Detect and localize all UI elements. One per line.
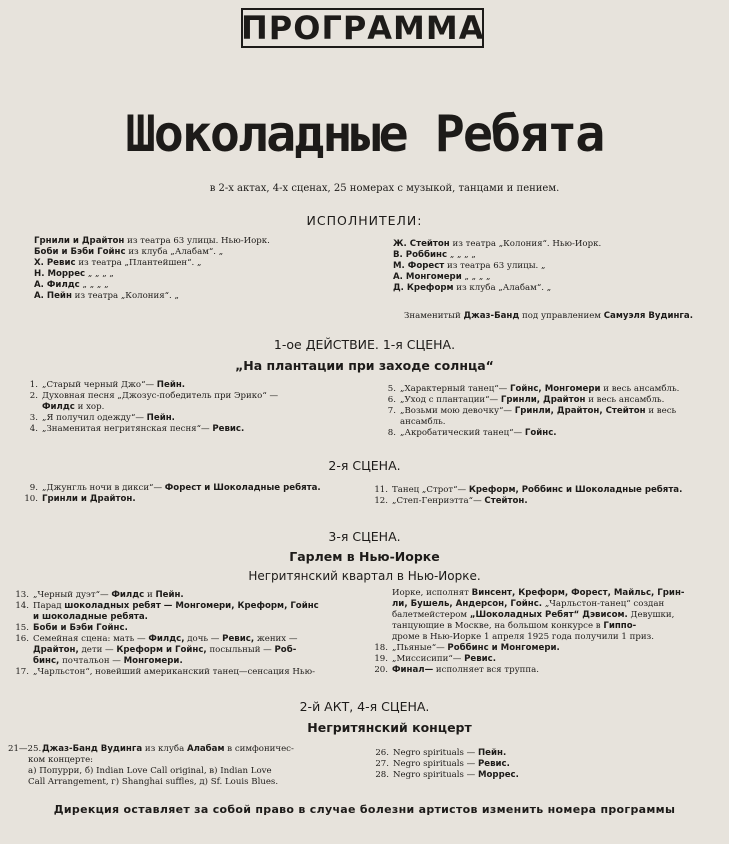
item-text [33, 656, 183, 667]
performer-row [393, 250, 601, 261]
item-text [33, 634, 297, 645]
item-number: 21—25. [8, 744, 42, 754]
item-description: „Характерный танец“— [400, 384, 508, 394]
item-text [28, 755, 93, 766]
show-subtitle: в 2-х актах, 4-х сценах, 25 номерах с музыкой, танцами и пением. [209, 183, 560, 194]
band-credit-text-2: под управлением [522, 311, 601, 321]
item-performer: и шоколадные ребята. [33, 612, 148, 622]
program-item [13, 590, 319, 601]
performer-name: Ж. Стейтон [393, 239, 450, 249]
program-item [22, 413, 278, 424]
item-performer: Гринли, Драйтон, Стейтон [514, 406, 646, 416]
item-number: 15. [15, 623, 29, 633]
item-performer: бинс, [33, 656, 60, 666]
item-text [33, 590, 184, 601]
program-item [13, 656, 319, 667]
item-number: 27. [375, 759, 389, 769]
item-number [13, 612, 29, 623]
program-item [380, 428, 679, 439]
item-text [393, 748, 506, 759]
item-text [28, 766, 272, 777]
performer-origin: из театра „Плантейшен“. „ [78, 258, 202, 268]
item-description: „Чарльстон-танец“ создан [544, 599, 665, 609]
item-description: ком концерте: [28, 755, 94, 765]
program-item [380, 417, 679, 428]
scene3-subtitle: Негритянский квартал в Нью-Иорке. [248, 569, 481, 583]
performer-row [34, 258, 270, 269]
item-performer: Ревис. [477, 759, 510, 769]
item-description: танцующие в Москве, на большом конкурсе в [392, 621, 601, 631]
item-performer: Пейн. [156, 380, 186, 390]
item-performer: Ревис. [212, 424, 245, 434]
item-performer: Филдс [42, 402, 75, 412]
program-item [13, 634, 319, 645]
band-credit-text: Знаменитый [404, 311, 461, 321]
program-item [380, 395, 679, 406]
performer-origin: из театра 63 улицы. Нью-Иорк. [127, 236, 270, 246]
scene2-right-list [372, 485, 682, 507]
program-item [22, 380, 278, 391]
item-text [42, 380, 185, 391]
program-item [13, 601, 319, 612]
item-text [393, 770, 519, 781]
item-performer: Драйтон, [33, 645, 79, 655]
program-item [373, 770, 519, 781]
program-item [22, 402, 278, 413]
performer-row [34, 236, 270, 247]
footer-note: Дирекция оставляет за собой право в случае болезни артистов изменить номера программы [53, 803, 676, 816]
item-performer: Винсент, Креформ, Форест, Майльс, Грин- [471, 588, 685, 598]
program-item [8, 777, 294, 788]
item-performer: Гринли и Драйтон. [42, 494, 136, 504]
item-text [28, 777, 278, 788]
item-description: „Чарльстон“, новейший американский танец—сенсация Нью- [33, 667, 315, 677]
item-description: из клуба [144, 744, 185, 754]
item-number [380, 417, 396, 428]
program-item [22, 391, 278, 402]
act2-left-list [8, 744, 294, 788]
performer-row [34, 269, 270, 280]
program-item [8, 755, 294, 766]
item-text [42, 483, 321, 494]
item-number: 5. [387, 384, 396, 394]
performer-origin: „ „ „ „ [87, 269, 114, 279]
item-description: исполняет вся труппа. [435, 665, 539, 675]
item-description: и хор. [77, 402, 105, 412]
item-number: 7. [387, 406, 396, 416]
item-number: 6. [387, 395, 396, 405]
item-number [8, 777, 24, 788]
item-description: „Черный дуэт“— [33, 590, 109, 600]
item-description: посыльный — [209, 645, 272, 655]
item-number: 14. [15, 601, 29, 611]
performer-row [34, 291, 270, 302]
item-number [13, 645, 29, 656]
item-number: 28. [375, 770, 389, 780]
item-text [393, 759, 510, 770]
performer-origin: „ „ „ „ [449, 250, 476, 260]
item-description: и весь ансамбль. [588, 395, 665, 405]
band-name: Джаз-Банд [463, 311, 520, 321]
scene3-left-list [13, 590, 319, 678]
performer-name: Грнили и Драйтон [34, 236, 125, 246]
item-description: Танец „Строт“— [392, 485, 467, 495]
program-item [22, 424, 278, 435]
performer-name: Х. Ревис [34, 258, 76, 268]
item-description: дроме [392, 632, 420, 642]
item-description: жених — [256, 634, 298, 644]
item-performer: Моррес. [477, 770, 519, 780]
program-item [372, 665, 684, 676]
item-number [8, 755, 24, 766]
item-text [33, 623, 128, 634]
item-text [42, 402, 104, 413]
program-item [22, 483, 321, 494]
item-performer: Роб- [274, 645, 297, 655]
item-description: „Джунгль ночи в дикси“— [42, 483, 163, 493]
item-text [400, 395, 664, 406]
act2-heading: 2-й АКТ, 4-я СЦЕНА. [299, 699, 430, 714]
item-description: балетмейстером [392, 610, 468, 620]
scene2-heading: 2-я СЦЕНА. [328, 458, 401, 473]
item-description: а) Попурри, б) Indian Love Call original, в) Indian Love [28, 766, 272, 776]
item-text [392, 599, 664, 610]
performer-name: Н. Моррес [34, 269, 86, 279]
item-text [392, 588, 684, 599]
item-description: „Уход с плантации“— [400, 395, 499, 405]
item-description: ансамбль. [400, 417, 446, 427]
item-description: „Акробатический танец“— [400, 428, 523, 438]
band-leader: Самуэля Вудинга. [603, 311, 693, 321]
performer-row [393, 272, 601, 283]
item-description: Negro spirituals — [393, 770, 476, 780]
item-number [372, 599, 388, 610]
item-description: Negro spirituals — [393, 748, 476, 758]
item-description: и весь ансамбль. [603, 384, 680, 394]
item-performer: Джаз-Банд Вудинга [42, 744, 143, 754]
item-performer: Пейн. [146, 413, 175, 423]
item-text [392, 665, 539, 676]
item-performer: шоколадных ребят — Монгомери, Креформ, Гойнс [64, 601, 319, 611]
item-performer: Боби и Бэби Гойнс. [33, 623, 128, 633]
program-item [372, 610, 684, 621]
item-number: 19. [374, 654, 388, 664]
item-text [392, 654, 496, 665]
item-description: Call Arrangement, г) Shanghai suffles, д) Sf. Louis Blues. [28, 777, 279, 787]
performer-name: М. Форест [393, 261, 445, 271]
program-item [372, 632, 684, 643]
item-description: Девушки, [630, 610, 675, 620]
item-description: „Миссисипи“— [392, 654, 462, 664]
program-item [13, 645, 319, 656]
program-item [372, 496, 682, 507]
item-performer: Пейн. [477, 748, 507, 758]
item-text [392, 610, 674, 621]
item-text [33, 612, 148, 623]
program-item [373, 748, 519, 759]
performers-right-list [393, 239, 601, 294]
item-description: в Нью-Иорке 1 апреля 1925 года получили 1 приз. [422, 632, 654, 642]
item-text [392, 496, 528, 507]
item-performer: Стейтон. [484, 496, 528, 506]
item-performer: Роббинс и Монгомери. [447, 643, 560, 653]
performers-heading: ИСПОЛНИТЕЛИ: [306, 213, 423, 228]
item-description: Negro spirituals — [393, 759, 476, 769]
item-description: Духовная песня „Джозус-победитель при Эрико“ — [42, 391, 279, 401]
item-number: 2. [29, 391, 38, 401]
item-performer: Ревис, [222, 634, 255, 644]
scene2-left-list [22, 483, 321, 505]
performer-origin: из театра „Колония“. „ [74, 291, 179, 301]
program-item [13, 623, 319, 634]
item-description: „Возьми мою девочку“— [400, 406, 513, 416]
performer-row [34, 247, 270, 258]
item-text [400, 384, 679, 395]
program-item [8, 766, 294, 777]
item-text [33, 601, 319, 612]
performer-name: А. Пейн [34, 291, 72, 301]
item-number: 16. [15, 634, 29, 644]
program-item [372, 588, 684, 599]
show-title: Шоколадные Ребята [125, 105, 604, 163]
item-performer: Ревис. [464, 654, 497, 664]
performer-origin: „ „ „ „ [464, 272, 491, 282]
performer-origin: из клуба „Алабам“. „ [128, 247, 224, 257]
item-number: 12. [374, 496, 388, 506]
item-text [400, 428, 557, 439]
item-text [42, 744, 294, 755]
item-text [42, 391, 278, 402]
item-number: 17. [15, 667, 29, 677]
item-performer: Гойнс, Монгомери [510, 384, 601, 394]
program-item [372, 485, 682, 496]
item-number: 10. [24, 494, 38, 504]
act2-title: Негритянский концерт [307, 720, 472, 735]
item-performer: Филдс, [148, 634, 185, 644]
item-description: Иорке, исполнят [392, 588, 469, 598]
item-text [392, 632, 654, 643]
program-item [380, 384, 679, 395]
item-number [8, 766, 24, 777]
program-item [372, 654, 684, 665]
item-description: „Я получил одежду“— [42, 413, 144, 423]
item-description: в симфоничес- [227, 744, 294, 754]
item-text [42, 494, 136, 505]
program-title: ПРОГРАММА [241, 9, 485, 47]
item-text [392, 485, 682, 496]
act1-heading: 1-ое ДЕЙСТВИЕ. 1-я СЦЕНА. [273, 337, 456, 352]
scene3-title: Гарлем в Нью-Иорке [289, 549, 440, 564]
item-text [400, 417, 446, 428]
item-description: и [146, 590, 153, 600]
item-text [42, 424, 244, 435]
item-text [33, 667, 315, 678]
item-performer: Гойнс. [524, 428, 557, 438]
performer-origin: из клуба „Алабам“. „ [456, 283, 552, 293]
item-number: 9. [29, 483, 38, 493]
item-text [33, 645, 296, 656]
item-number [372, 632, 388, 643]
item-performer: „Шоколадных Ребят“ Дэвисом. [469, 610, 628, 620]
performer-name: А. Филдс [34, 280, 80, 290]
item-performer: Филдс [111, 590, 145, 600]
program-item [372, 643, 684, 654]
program-item [373, 759, 519, 770]
band-credit [404, 311, 693, 322]
item-number [372, 588, 388, 599]
item-description: Семейная сцена: мать — [33, 634, 146, 644]
item-number: 13. [15, 590, 29, 600]
program-item [22, 494, 321, 505]
item-performer: Алабам [186, 744, 225, 754]
item-number: 11. [374, 485, 388, 495]
item-number: 8. [387, 428, 396, 438]
item-number [372, 621, 388, 632]
item-performer: Гринли, Драйтон [500, 395, 586, 405]
item-performer: Креформ и Гойнс, [116, 645, 207, 655]
item-text [392, 621, 636, 632]
act1-right-list [380, 384, 679, 439]
item-number: 20. [374, 665, 388, 675]
scene3-right-list [372, 588, 684, 676]
performer-name: В. Роббинс [393, 250, 448, 260]
item-performer: Монгомери. [123, 656, 183, 666]
item-number [22, 402, 38, 413]
item-description: „Старый черный Джо“— [42, 380, 155, 390]
performer-origin: „ „ „ „ [82, 280, 109, 290]
performer-name: А. Монгомери [393, 272, 462, 282]
item-number [372, 610, 388, 621]
performer-row [393, 261, 601, 272]
item-number: 3. [29, 413, 38, 423]
performer-name: Боби и Бэби Гойнс [34, 247, 126, 257]
performer-row [34, 280, 270, 291]
program-item [13, 667, 319, 678]
item-number: 26. [375, 748, 389, 758]
item-number: 1. [29, 380, 38, 390]
act1-left-list [22, 380, 278, 435]
item-description: „Пьяные“— [392, 643, 445, 653]
item-performer: Форест и Шоколадные ребята. [164, 483, 321, 493]
item-description: „Степ-Генриэтта“— [392, 496, 482, 506]
performers-left-list [34, 236, 270, 302]
program-item [372, 621, 684, 632]
item-text [400, 406, 676, 417]
item-performer: Гиппо- [603, 621, 637, 631]
scene3-heading: 3-я СЦЕНА. [328, 529, 401, 544]
performer-row [393, 283, 601, 294]
item-performer: Пейн. [155, 590, 184, 600]
item-description: Парад [33, 601, 62, 611]
performer-origin: из театра „Колония“. Нью-Иорк. [452, 239, 602, 249]
program-item [13, 612, 319, 623]
item-text [42, 413, 175, 424]
item-text [392, 643, 560, 654]
performer-row [393, 239, 601, 250]
item-performer: Финал— [392, 665, 434, 675]
item-description: почтальон — [62, 656, 121, 666]
act2-right-list [373, 748, 519, 781]
item-description: дочь — [187, 634, 220, 644]
program-item [372, 599, 684, 610]
item-description: „Знаменитая негритянская песня“— [42, 424, 210, 434]
item-number: 18. [374, 643, 388, 653]
program-item [380, 406, 679, 417]
performer-name: Д. Креформ [393, 283, 454, 293]
program-item [8, 744, 294, 755]
item-number: 4. [29, 424, 38, 434]
item-number [13, 656, 29, 667]
item-description: дети — [81, 645, 114, 655]
item-performer: Креформ, Роббинс и Шоколадные ребята. [468, 485, 683, 495]
performer-origin: из театра 63 улицы. „ [447, 261, 546, 271]
item-description: и весь [648, 406, 677, 416]
act1-title: „На плантации при заходе солнца“ [235, 358, 494, 373]
item-performer: ли, Бушель, Андерсон, Гойнс. [392, 599, 543, 609]
